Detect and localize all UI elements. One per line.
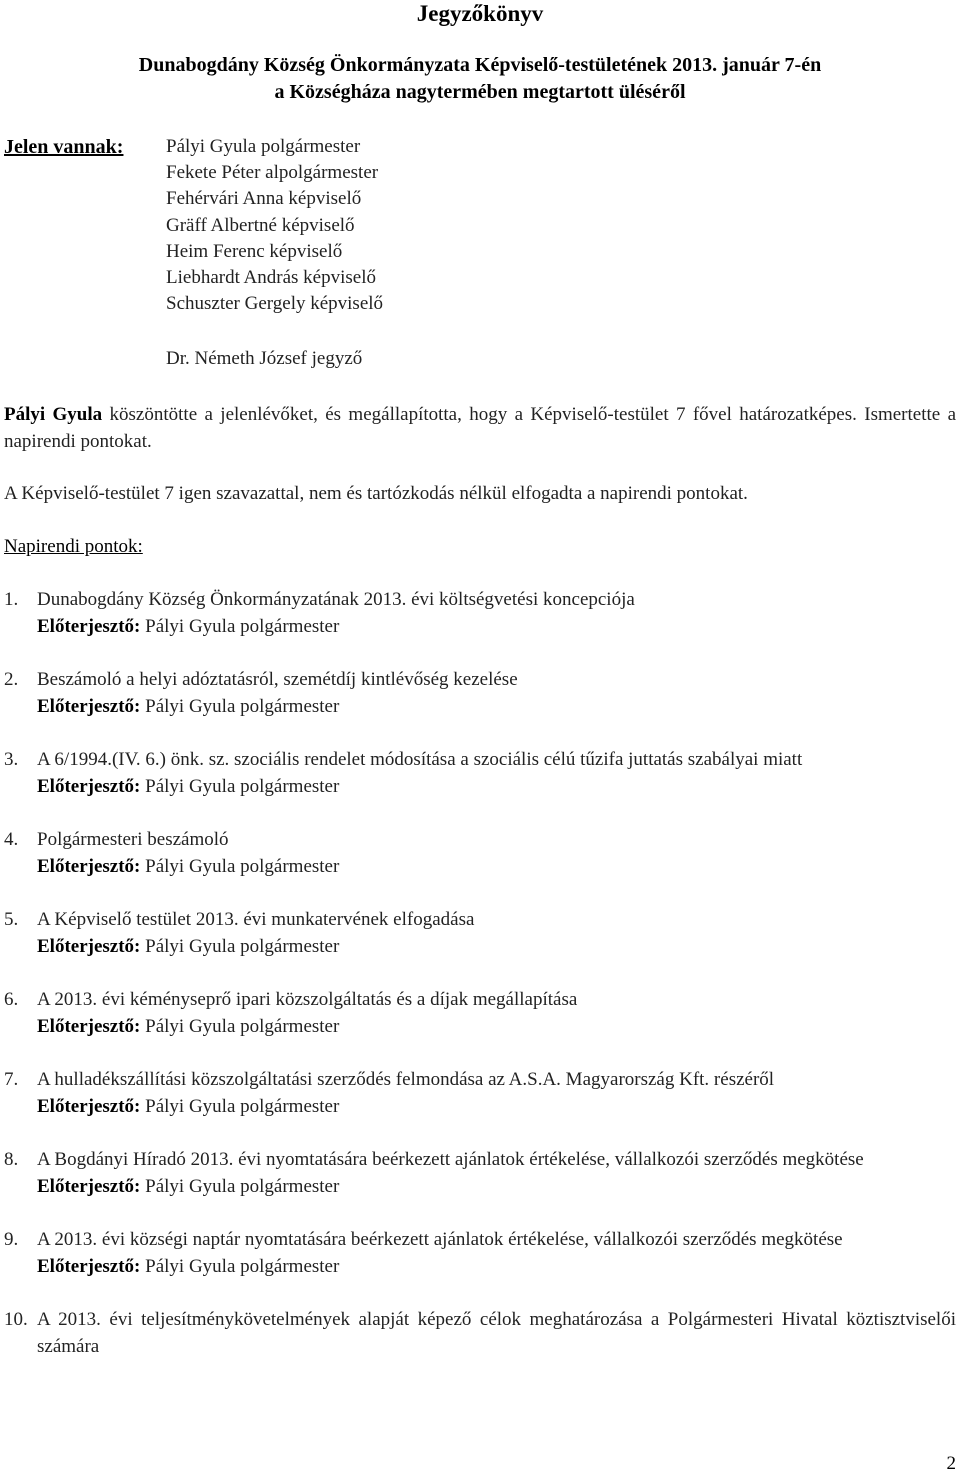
notary: Dr. Németh József jegyző (166, 348, 363, 369)
presenter-name: Pályi Gyula polgármester (145, 855, 340, 877)
document-subtitle (0, 52, 960, 106)
agenda-item-presenter (37, 1014, 956, 1041)
agenda-item-number: 6. (4, 989, 19, 1010)
presenter-label: Előterjesztő: (37, 1095, 141, 1117)
presenter-name: Pályi Gyula polgármester (145, 935, 340, 957)
attendee-list (166, 134, 383, 317)
agenda-item-number: 7. (4, 1069, 19, 1090)
agenda-item-number: 1. (4, 589, 19, 610)
attendance-label: Jelen vannak: (4, 136, 124, 158)
agenda-item-text: A hulladékszállítási közszolgáltatási szerződés felmondása az A.S.A. Magyarország Kft. részéről (37, 1069, 775, 1090)
agenda-item (4, 827, 956, 880)
agenda-item-number: 5. (4, 909, 19, 930)
agenda-item-text: Dunabogdány Község Önkormányzatának 2013. évi költségvetési koncepciója (37, 589, 635, 610)
presenter-name: Pályi Gyula polgármester (145, 1255, 340, 1277)
agenda-item (4, 667, 956, 720)
attendee: Heim Ferenc képviselő (166, 240, 343, 262)
presenter-name: Pályi Gyula polgármester (145, 1095, 340, 1117)
subtitle-line-1: Dunabogdány Község Önkormányzata Képviselő-testületének 2013. január 7-én (138, 54, 822, 76)
page-number: 2 (946, 1453, 956, 1474)
agenda-item (4, 747, 956, 800)
attendee: Gräff Albertné képviselő (166, 214, 355, 236)
agenda-heading: Napirendi pontok: (4, 536, 143, 557)
presenter-name: Pályi Gyula polgármester (145, 1015, 340, 1037)
presenter-label: Előterjesztő: (37, 695, 141, 717)
agenda-item-text: A Képviselő testület 2013. évi munkatervének elfogadása (37, 909, 475, 930)
attendee: Pályi Gyula polgármester (166, 136, 361, 157)
agenda-item-presenter (37, 1174, 956, 1201)
intro-name: Pályi Gyula (4, 404, 103, 425)
presenter-label: Előterjesztő: (37, 1255, 141, 1277)
agenda-item-text: A 2013. évi községi naptár nyomtatására beérkezett ajánlatok értékelése, vállalkozói szerződés megkötése (37, 1229, 843, 1250)
agenda-item-presenter (37, 934, 956, 961)
presenter-name: Pályi Gyula polgármester (145, 1175, 340, 1197)
agenda-item (4, 1307, 956, 1360)
attendee: Fehérvári Anna képviselő (166, 188, 362, 210)
agenda-item-presenter (37, 694, 956, 721)
agenda-item-number: 9. (4, 1229, 19, 1250)
agenda-item-number: 8. (4, 1149, 19, 1170)
presenter-label: Előterjesztő: (37, 855, 141, 877)
agenda-item (4, 1067, 956, 1120)
agenda-item-presenter (37, 774, 956, 801)
presenter-label: Előterjesztő: (37, 615, 141, 637)
agenda-item-text: A Bogdányi Híradó 2013. évi nyomtatására beérkezett ajánlatok értékelése, vállalkozói szerződés megkötése (37, 1149, 864, 1170)
attendee: Fekete Péter alpolgármester (166, 162, 379, 184)
presenter-label: Előterjesztő: (37, 1175, 141, 1197)
agenda-item (4, 987, 956, 1040)
presenter-label: Előterjesztő: (37, 775, 141, 797)
agenda-list (4, 587, 956, 1360)
agenda-item-presenter (37, 1094, 956, 1121)
agenda-item-text: Polgármesteri beszámoló (37, 829, 229, 850)
agenda-item-number: 4. (4, 829, 19, 850)
agenda-item-text: A 2013. évi kéményseprő ipari közszolgáltatás és a díjak megállapítása (37, 989, 578, 1010)
vote-paragraph: A Képviselő-testület 7 igen szavazattal, nem és tartózkodás nélkül elfogadta a napirendi pontokat. (4, 483, 748, 504)
presenter-name: Pályi Gyula polgármester (145, 615, 340, 637)
agenda-item-text: A 2013. évi teljesítménykövetelmények alapját képező célok meghatározása a Polgármesteri Hivatal köztisztviselői számára (37, 1309, 956, 1357)
presenter-label: Előterjesztő: (37, 935, 141, 957)
attendee: Liebhardt András képviselő (166, 267, 377, 289)
presenter-name: Pályi Gyula polgármester (145, 775, 340, 797)
attendee: Schuszter Gergely képviselő (166, 293, 384, 315)
presenter-name: Pályi Gyula polgármester (145, 695, 340, 717)
agenda-item-presenter (37, 854, 956, 881)
agenda-item (4, 587, 956, 640)
agenda-item-number: 2. (4, 669, 19, 690)
presenter-label: Előterjesztő: (37, 1015, 141, 1037)
agenda-item-text: A 6/1994.(IV. 6.) önk. sz. szociális rendelet módosítása a szociális célú tűzifa juttatás szabályai miatt (37, 749, 803, 770)
agenda-item-number: 3. (4, 749, 19, 770)
agenda-item (4, 1147, 956, 1200)
agenda-item-presenter (37, 614, 956, 641)
agenda-item (4, 907, 956, 960)
document-title: Jegyzőkönyv (416, 1, 544, 26)
agenda-item (4, 1227, 956, 1280)
intro-text: köszöntötte a jelenlévőket, és megállapította, hogy a Képviselő-testület 7 fővel határozatképes. Ismertette a napirendi pontokat. (4, 404, 956, 452)
agenda-item-number: 10. (4, 1309, 28, 1330)
intro-paragraph (4, 401, 956, 455)
agenda-item-text: Beszámoló a helyi adóztatásról, szemétdíj kintlévőség kezelése (37, 669, 518, 690)
agenda-item-presenter (37, 1254, 956, 1281)
subtitle-line-2: a Községháza nagytermében megtartott üléséről (274, 81, 686, 103)
